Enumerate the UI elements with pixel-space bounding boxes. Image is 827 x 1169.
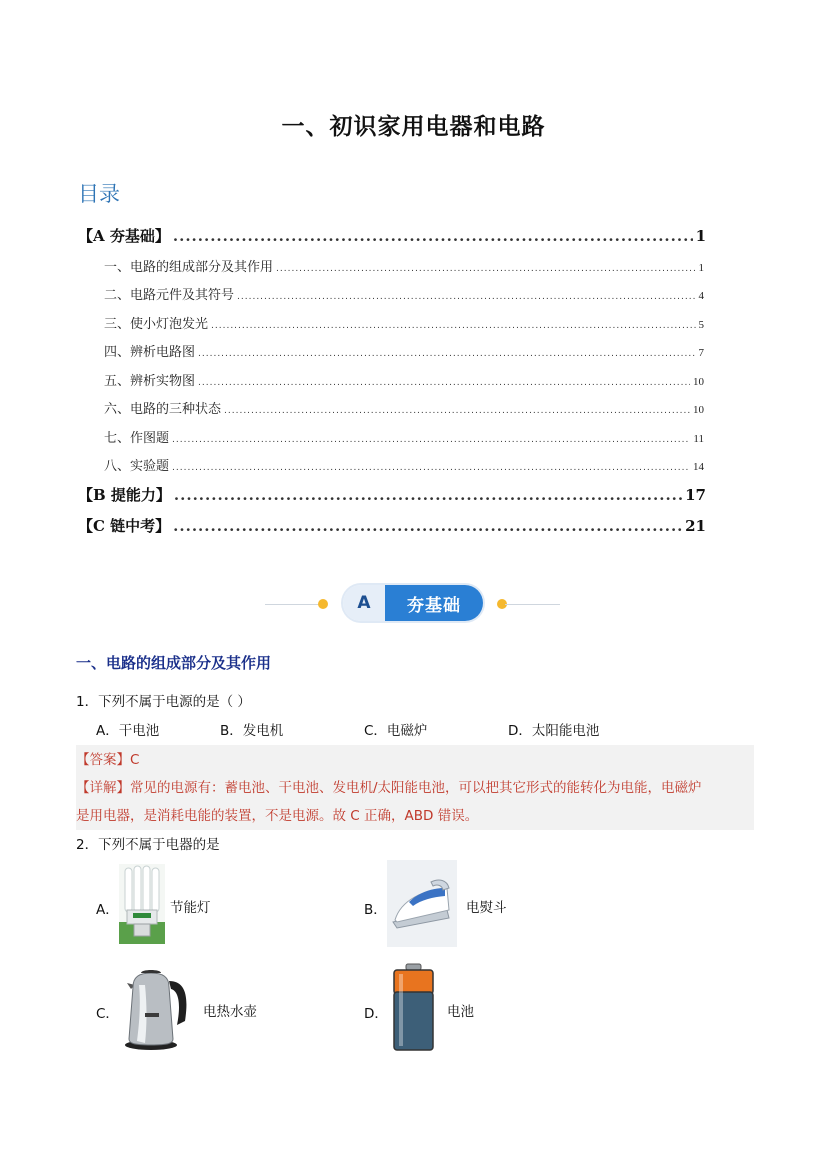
energy-saving-lamp-image[interactable] <box>119 864 165 944</box>
toc-page: 1 <box>698 262 704 274</box>
toc-sub-item-4[interactable] <box>104 341 704 360</box>
toc-sub-item-5[interactable] <box>104 370 704 389</box>
q2-option-d-letter[interactable]: D． <box>364 1006 388 1022</box>
toc-sub-item-6[interactable] <box>104 398 704 417</box>
toc-leader <box>237 292 695 302</box>
q1-option-a[interactable]: A．干电池 <box>96 723 160 739</box>
toc-page: 10 <box>693 404 704 416</box>
q2-option-b-letter[interactable]: B． <box>364 902 387 918</box>
toc-label: 三、使小灯泡发光 <box>104 317 209 332</box>
toc-sub-item-7[interactable] <box>104 427 704 446</box>
toc-leader <box>198 349 695 359</box>
q1-detail-line1: 【详解】常见的电源有：蓄电池、干电池、发电机/太阳能电池，可以把其它形式的能转化为电能，电磁炉 <box>76 780 702 796</box>
toc-sub-item-8[interactable] <box>104 455 704 474</box>
q2-option-c-label: 电热水壶 <box>203 1004 257 1020</box>
toc-label: 二、电路元件及其符号 <box>104 288 235 303</box>
page-title: 一、初识家用电器和电路 <box>281 114 546 140</box>
badge-dot-left <box>318 599 328 609</box>
badge-line-left <box>265 604 320 605</box>
toc-page: 10 <box>693 376 704 388</box>
toc-sub-item-1[interactable] <box>104 256 704 275</box>
toc-label: 五、辨析实物图 <box>104 374 196 389</box>
badge-text: 夯基础 <box>385 585 483 621</box>
question-2: 2．下列不属于电器的是 <box>76 837 220 853</box>
toc-sub-item-3[interactable] <box>104 313 704 332</box>
q2-option-d-label: 电池 <box>447 1004 474 1020</box>
toc-leader <box>172 435 690 445</box>
q2-option-c-letter[interactable]: C． <box>96 1006 119 1022</box>
toc-label: 八、实验题 <box>104 459 170 474</box>
toc-sub-item-2[interactable] <box>104 284 704 303</box>
toc-page: 17 <box>685 486 706 504</box>
toc-label: 【A 夯基础】 <box>78 227 170 245</box>
toc-page: 7 <box>698 347 704 359</box>
toc-label: 一、电路的组成部分及其作用 <box>104 260 274 275</box>
toc-page: 21 <box>685 517 706 535</box>
toc-main-item-b[interactable] <box>78 484 706 505</box>
toc-label: 七、作图题 <box>104 431 170 446</box>
toc-leader <box>173 517 682 535</box>
toc-leader <box>224 406 690 416</box>
toc-label: 【B 提能力】 <box>78 486 171 504</box>
toc-main-item-c[interactable] <box>78 515 706 536</box>
toc-leader <box>174 486 682 504</box>
q1-answer: 【答案】C <box>76 752 140 768</box>
section-badge <box>343 585 483 621</box>
toc-label: 【C 链中考】 <box>78 517 171 535</box>
q1-option-b[interactable]: B．发电机 <box>220 723 284 739</box>
toc-heading: 目录 <box>78 182 120 206</box>
q2-option-a-label: 节能灯 <box>170 900 211 916</box>
toc-label: 六、电路的三种状态 <box>104 402 222 417</box>
toc-label: 四、辨析电路图 <box>104 345 196 360</box>
toc-leader <box>173 227 693 245</box>
q1-option-c[interactable]: C．电磁炉 <box>364 723 428 739</box>
toc-page: 5 <box>698 319 704 331</box>
q2-option-b-label: 电熨斗 <box>466 900 507 916</box>
toc-leader <box>198 378 690 388</box>
q1-detail-line2: 是用电器，是消耗电能的装置，不是电源。故 C 正确，ABD 错误。 <box>76 808 479 824</box>
toc-main-item-a[interactable] <box>78 225 706 246</box>
question-1: 1．下列不属于电源的是（ ） <box>76 694 251 710</box>
toc-leader <box>276 264 695 274</box>
badge-letter: A <box>343 585 385 621</box>
toc-page: 11 <box>693 433 704 445</box>
badge-line-right <box>505 604 560 605</box>
toc-leader <box>172 463 690 473</box>
battery-image[interactable] <box>391 962 436 1054</box>
q1-option-d[interactable]: D．太阳能电池 <box>508 723 600 739</box>
toc-page: 1 <box>695 227 706 245</box>
toc-leader <box>211 321 695 331</box>
q2-option-a-letter[interactable]: A． <box>96 902 119 918</box>
toc-page: 14 <box>693 461 704 473</box>
electric-kettle-image[interactable] <box>119 965 191 1051</box>
electric-iron-image[interactable] <box>387 860 457 947</box>
toc-page: 4 <box>698 290 704 302</box>
section-heading: 一、电路的组成部分及其作用 <box>76 654 272 672</box>
